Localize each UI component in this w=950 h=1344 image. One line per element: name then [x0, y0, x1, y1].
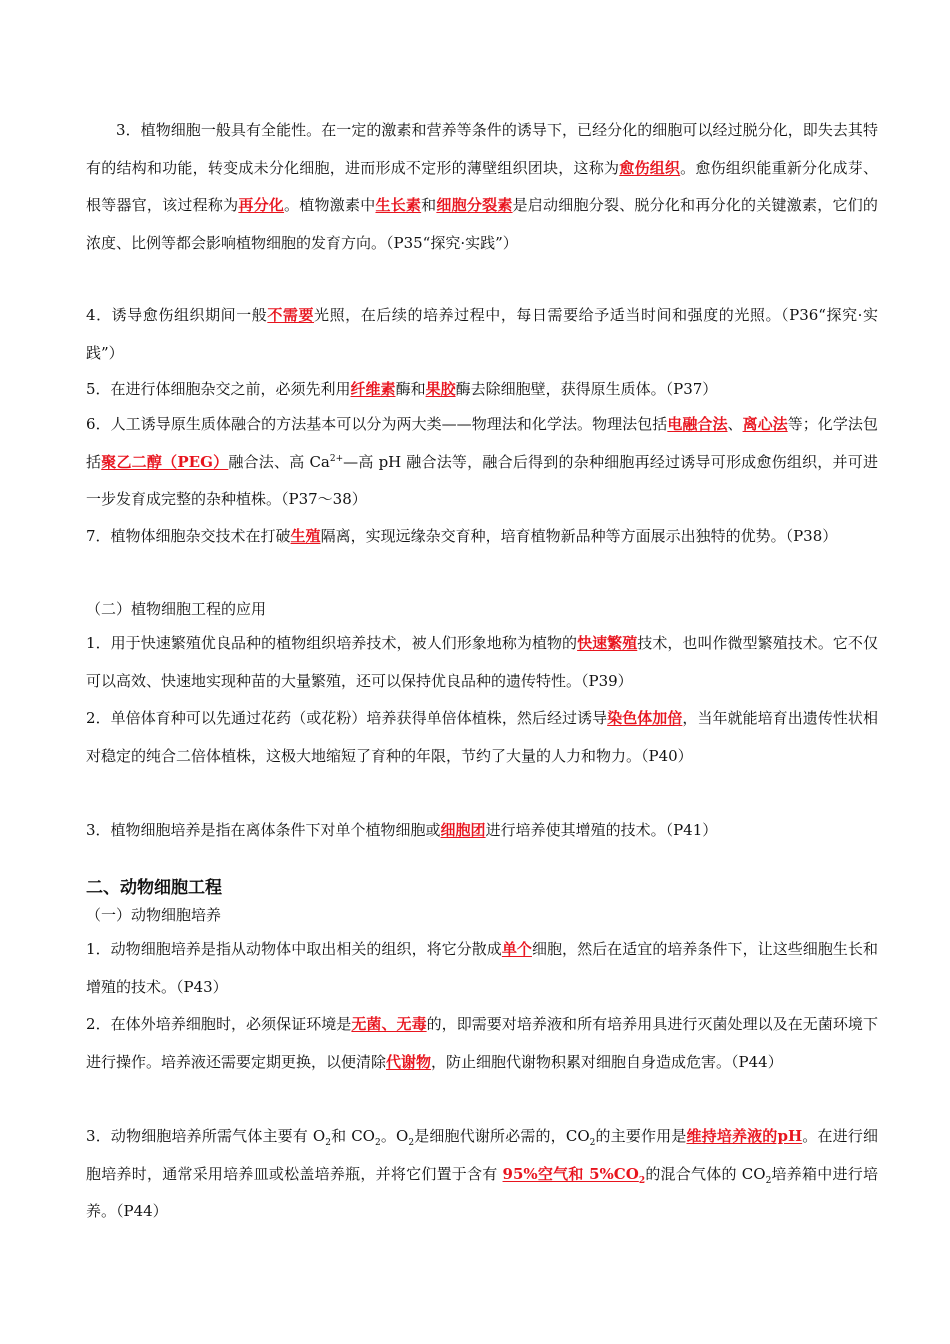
keyword-reproductive: 生殖 — [290, 527, 321, 545]
keyword-electrofusion: 电融合法 — [667, 415, 728, 433]
keyword-metabolites: 代谢物 — [386, 1052, 432, 1071]
heading-plant-application: （二）植物细胞工程的应用 — [86, 600, 267, 618]
keyword-peg: 聚乙二醇（PEG） — [101, 452, 229, 471]
paragraph-animal-culture-def: 1．动物细胞培养是指从动物体中取出相关的组织，将它分散成单个细胞，然后在适宜的培养条件下，让这些细胞生长和增殖的技术。（P43） — [86, 940, 878, 996]
keyword-sterile-nontoxic: 无菌、无毒 — [351, 1015, 427, 1033]
paragraph-haploid-breeding: 2．单倍体育种可以先通过花药（或花粉）培养获得单倍体植株，然后经过诱导染色体加倍，当年就能培育出遗传性状相对稳定的纯合二倍体植株，这极大地缩短了育种的年限，节约了大量的人力和物力。（P40） — [86, 709, 878, 765]
keyword-auxin: 生长素 — [375, 196, 422, 214]
heading-animal-cell-engineering: 二、动物细胞工程 — [86, 878, 222, 898]
paragraph-gas-requirements: 3．动物细胞培养所需气体主要有 $O_2$和 $CO_2$。$O_2$是细胞代谢所必需的，$CO_2$的主要作用是维持培养液的pH。在进行细胞培养时，通常采用培养皿或松盖培养瓶，并将它们置于含有 95%空气和 $5\%CO_2$的混合气体的 $CO_2$培养箱中进行培养。（P44） — [86, 1127, 878, 1220]
paragraph-protoplast: 5．在进行体细胞杂交之前，必须先利用纤维素酶和果胶酶去除细胞壁，获得原生质体。（P37） — [86, 380, 718, 398]
paragraph-fusion-methods: 6．人工诱导原生质体融合的方法基本可以分为两大类——物理法和化学法。物理法包括电融合法、离心法等；化学法包括聚乙二醇（PEG）融合法、高 $Ca^{2+}—$高 pH 融合法等，融合后得到的杂种细胞再经过诱导可形成愈伤组织，并可进一步发育成完整的杂种植株。（P37～38） — [86, 415, 878, 508]
keyword-redifferentiation: 再分化 — [238, 196, 285, 214]
paragraph-rapid-propagation: 1．用于快速繁殖优良品种的植物组织培养技术，被人们形象地称为植物的快速繁殖技术，也叫作微型繁殖技术。它不仅可以高效、快速地实现种苗的大量繁殖，还可以保持优良品种的遗传特性。（P39） — [86, 634, 878, 690]
keyword-centrifugation: 离心法 — [742, 415, 788, 433]
keyword-callus: 愈伤组织 — [619, 158, 681, 177]
keyword-cell-cluster: 细胞团 — [440, 821, 486, 839]
paragraph-sterile-environment: 2．在体外培养细胞时，必须保证环境是无菌、无毒的，即需要对培养液和所有培养用具进行灭菌处理以及在无菌环境下进行操作。培养液还需要定期更换，以便清除代谢物，防止细胞代谢物积累对细胞自身造成危害。（P44） — [86, 1015, 878, 1071]
keyword-chromosome-doubling: 染色体加倍 — [607, 709, 683, 727]
paragraph-light-requirement: 4．诱导愈伤组织期间一般不需要光照，在后续的培养过程中，每日需要给予适当时间和强度的光照。（P36“探究·实践”） — [86, 306, 878, 362]
paragraph-hybrid-advantage: 7．植物体细胞杂交技术在打破生殖隔离，实现远缘杂交育种，培育植物新品种等方面展示出独特的优势。（P38） — [86, 527, 838, 545]
keyword-no-need: 不需要 — [267, 306, 315, 324]
keyword-cellulase: 纤维素 — [350, 380, 396, 398]
paragraph-plant-totipotency: 3．植物细胞一般具有全能性。在一定的激素和营养等条件的诱导下，已经分化的细胞可以经过脱分化，即失去其特有的结构和功能，转变成未分化细胞，进而形成不定形的薄壁组织团块，这称为愈伤组织。愈伤组织能重新分化成芽、根等器官，该过程称为再分化。植物激素中生长素和细胞分裂素是启动细胞分裂、脱分化和再分化的关键激素，它们的浓度、比例等都会影响植物细胞的发育方向。（P35“探究·实践”） — [86, 121, 878, 252]
paragraph-cell-culture: 3．植物细胞培养是指在离体条件下对单个植物细胞或细胞团进行培养使其增殖的技术。（P41） — [86, 821, 718, 839]
keyword-rapid-propagation: 快速繁殖 — [577, 634, 638, 652]
keyword-gas-mixture: 95%空气和 $5\%CO_2$ — [502, 1164, 646, 1186]
keyword-maintain-ph: 维持培养液的pH — [686, 1127, 803, 1145]
keyword-cytokinin: 细胞分裂素 — [436, 196, 513, 214]
heading-animal-cell-culture: （一）动物细胞培养 — [86, 906, 222, 924]
keyword-single: 单个 — [501, 940, 532, 958]
keyword-pectinase: 果胶 — [425, 380, 456, 398]
